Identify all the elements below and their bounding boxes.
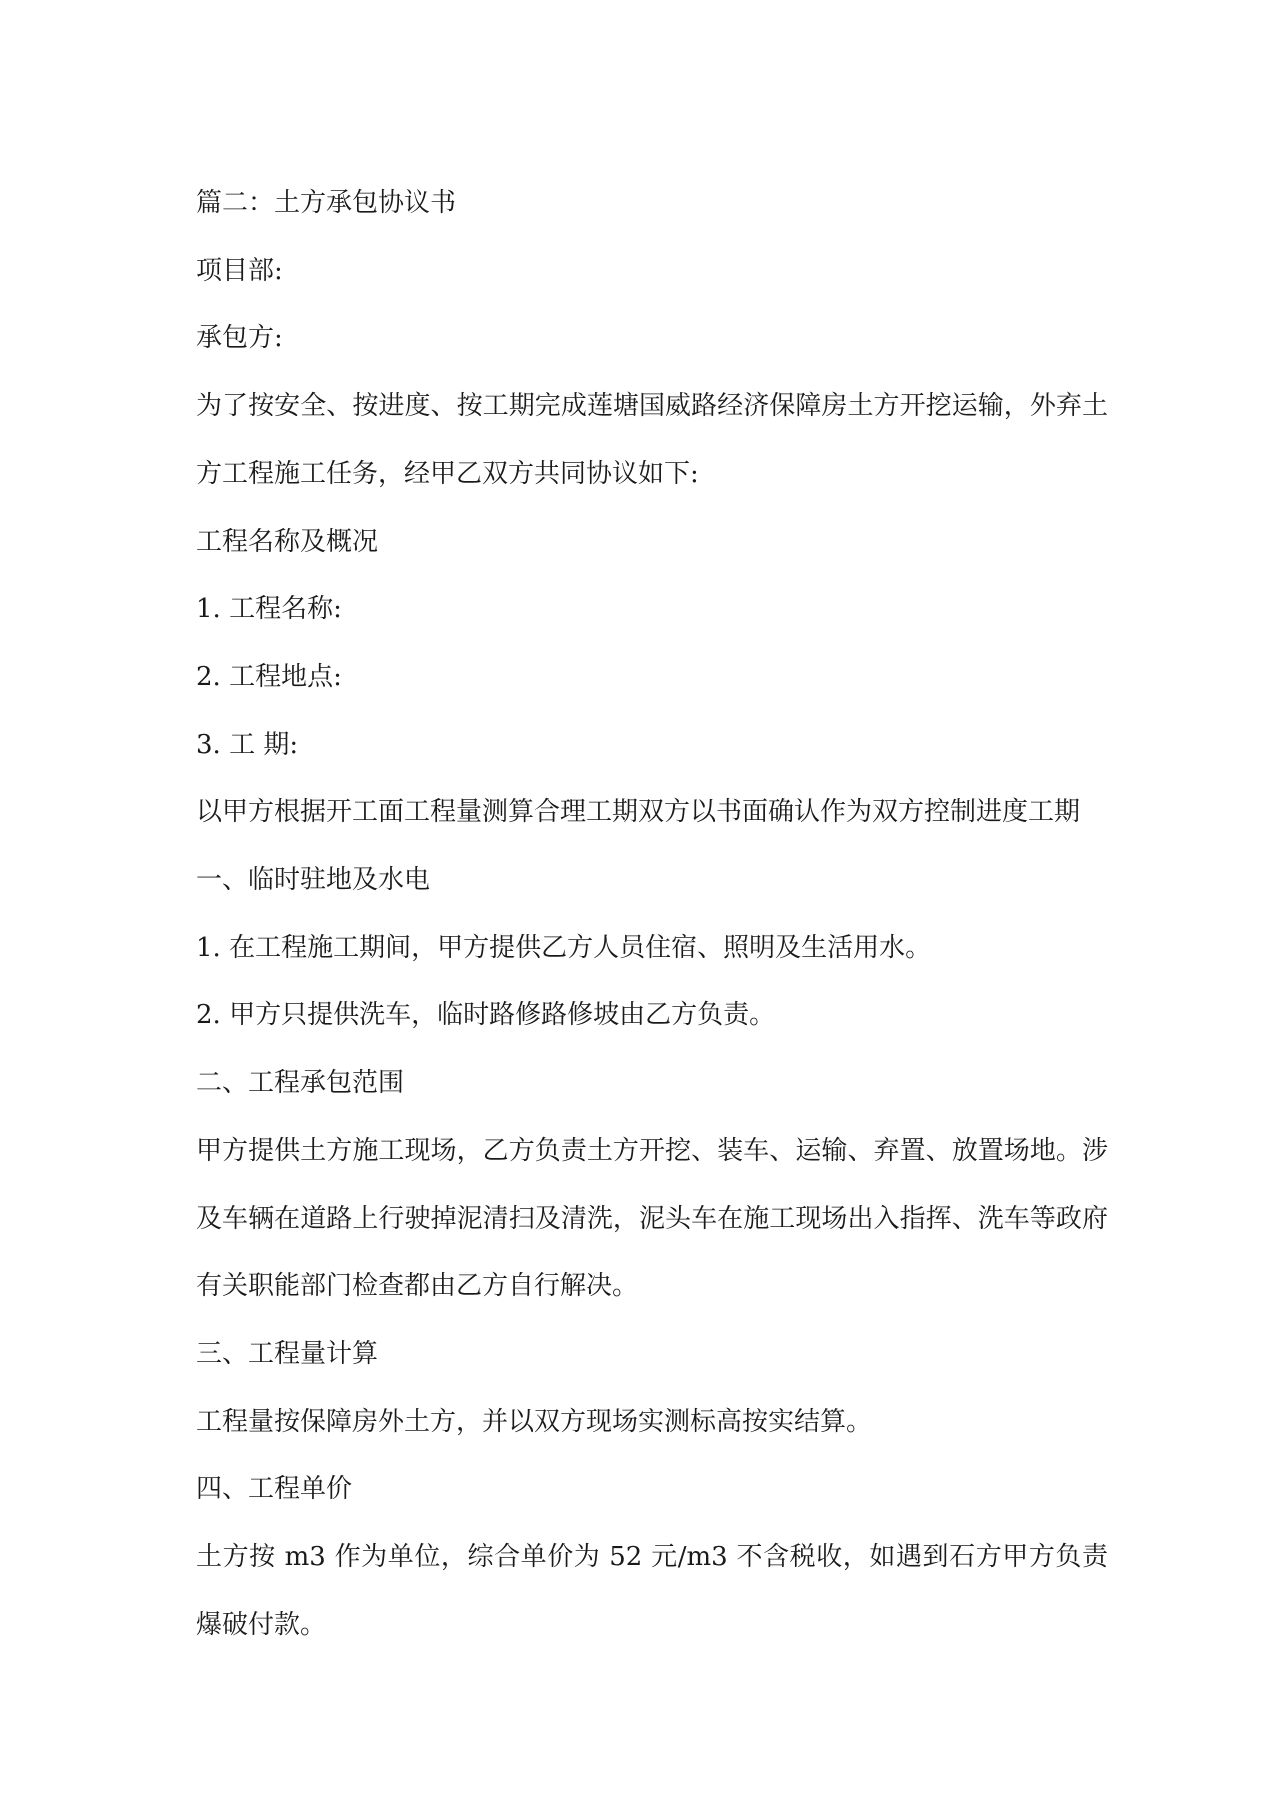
paragraph: 工程量按保障房外土方，并以双方现场实测标高按实结算。 xyxy=(196,1406,873,1437)
section-heading: 三、工程量计算 xyxy=(196,1338,379,1369)
section-heading: 工程名称及概况 xyxy=(196,526,379,557)
section-heading: 四、工程单价 xyxy=(196,1474,353,1505)
paragraph: 为了按安全、按进度、按工期完成莲塘国威路经济保障房土方开挖运输，外弃土方工程施工任务，经甲乙双方共同协议如下: xyxy=(196,391,1108,489)
list-item: 2. 甲方只提供洗车，临时路修路修坡由乙方负责。 xyxy=(196,1000,776,1031)
list-item: 2. 工程地点: xyxy=(196,661,342,692)
section-heading: 一、临时驻地及水电 xyxy=(196,865,431,896)
list-item: 1. 工程名称: xyxy=(196,594,342,625)
paragraph: 甲方提供土方施工现场，乙方负责土方开挖、装车、运输、弃置、放置场地。涉及车辆在道路上行驶掉泥清扫及清洗，泥头车在施工现场出入指挥、洗车等政府有关职能部门检查都由乙方自行解决。 xyxy=(196,1135,1108,1302)
document-title: 篇二：土方承包协议书 xyxy=(196,188,457,218)
paragraph: 以甲方根据开工面工程量测算合理工期双方以书面确认作为双方控制进度工期 xyxy=(196,797,1081,828)
list-item: 3. 工 期: xyxy=(196,729,299,760)
list-item: 1. 在工程施工期间，甲方提供乙方人员住宿、照明及生活用水。 xyxy=(196,932,932,963)
document-body xyxy=(196,170,1108,1659)
paragraph: 项目部: xyxy=(196,255,283,286)
paragraph: 土方按 m3 作为单位，综合单价为 52 元/m3 不含税收，如遇到石方甲方负责爆破付款。 xyxy=(196,1542,1108,1640)
section-heading: 二、工程承包范围 xyxy=(196,1068,405,1099)
paragraph: 承包方: xyxy=(196,323,283,354)
